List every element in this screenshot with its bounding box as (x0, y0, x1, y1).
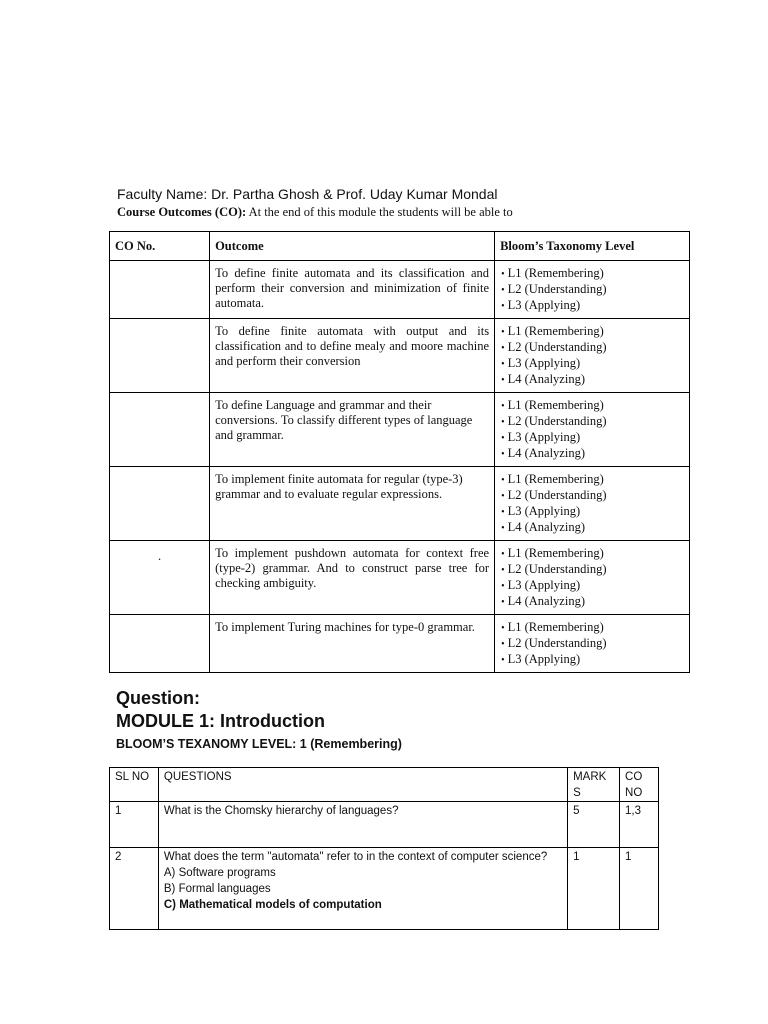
marks-header (568, 768, 620, 802)
level-item: • L2 (Understanding) (501, 488, 689, 504)
level-item: • L2 (Understanding) (501, 562, 689, 578)
level-item: • L1 (Remembering) (501, 324, 689, 340)
co-no-header (620, 768, 659, 802)
marks-header-line-1: MARK (573, 771, 607, 783)
marks-header-line-2: S (573, 787, 581, 799)
course-outcomes-text: At the end of this module the students will be able to (248, 205, 513, 219)
q-table-header-row (110, 768, 659, 802)
module-heading: MODULE 1: Introduction (116, 711, 325, 731)
correct-answer: C) Mathematical models of computation (163, 899, 382, 911)
level-item: • L4 (Analyzing) (501, 520, 689, 536)
level-item: • L1 (Remembering) (501, 266, 689, 282)
co-no-cell: . (110, 541, 210, 615)
option-a: A) Software programs (163, 867, 276, 879)
level-item: • L3 (Applying) (501, 430, 689, 446)
outcome-cell: To define finite automata with output and its classification and to define mealy and moore machine and perform their conversion (210, 319, 495, 393)
question-text: What does the term "automata" refer to in the context of computer science? (163, 851, 548, 863)
levels-cell (495, 541, 690, 615)
outcome-cell: To define finite automata and its classification and perform their conversion and minimization of finite automata. (210, 261, 495, 319)
level-item: • L4 (Analyzing) (501, 446, 689, 462)
question-row-1 (110, 802, 659, 848)
marks-cell: 1 (568, 848, 620, 930)
faculty-name: Faculty Name: Dr. Partha Ghosh & Prof. Uday Kumar Mondal (117, 186, 498, 202)
co-table-header-row (110, 232, 690, 261)
co-no-header: CO No. (110, 232, 210, 261)
course-outcomes-table (109, 231, 690, 673)
level-item: • L3 (Applying) (501, 578, 689, 594)
level-item: • L2 (Understanding) (501, 636, 689, 652)
level-item: • L4 (Analyzing) (501, 594, 689, 610)
levels-cell (495, 393, 690, 467)
co-row-5 (110, 541, 690, 615)
co-header-line-1: CO (625, 771, 643, 783)
sl-no-cell: 1 (110, 802, 159, 848)
outcome-cell: To implement finite automata for regular (type-3) grammar and to evaluate regular expressions. (210, 467, 495, 541)
course-outcomes-intro (117, 205, 513, 220)
level-item: • L4 (Analyzing) (501, 372, 689, 388)
co-row-4 (110, 467, 690, 541)
co-row-2 (110, 319, 690, 393)
course-outcomes-label: Course Outcomes (CO): (117, 205, 247, 219)
level-item: • L3 (Applying) (501, 356, 689, 372)
level-item: • L1 (Remembering) (501, 620, 689, 636)
co-cell: 1,3 (620, 802, 659, 848)
questions-header: QUESTIONS (158, 768, 567, 802)
question-heading: Question: (116, 688, 200, 708)
outcome-cell: To implement Turing machines for type-0 grammar. (210, 615, 495, 673)
levels-cell (495, 615, 690, 673)
sl-no-cell: 2 (110, 848, 159, 930)
bloom-level-heading: BLOOM’S TEXANOMY LEVEL: 1 (Remembering) (116, 737, 402, 751)
question-cell (158, 848, 567, 930)
question-cell: What is the Chomsky hierarchy of languages? (158, 802, 567, 848)
co-no-cell (110, 393, 210, 467)
sl-no-header: SL NO (110, 768, 159, 802)
level-item: • L2 (Understanding) (501, 414, 689, 430)
levels-cell (495, 261, 690, 319)
bloom-level-header: Bloom’s Taxonomy Level (495, 232, 690, 261)
co-no-cell (110, 615, 210, 673)
co-no-cell (110, 319, 210, 393)
option-b: B) Formal languages (163, 883, 271, 895)
level-item: • L1 (Remembering) (501, 398, 689, 414)
levels-cell (495, 319, 690, 393)
outcome-cell: To implement pushdown automata for context free (type-2) grammar. And to construct parse tree for checking ambiguity. (210, 541, 495, 615)
level-item: • L2 (Understanding) (501, 340, 689, 356)
outcome-cell: To define Language and grammar and their conversions. To classify different types of language and grammar. (210, 393, 495, 467)
questions-table (109, 767, 659, 930)
level-item: • L1 (Remembering) (501, 472, 689, 488)
level-item: • L1 (Remembering) (501, 546, 689, 562)
level-item: • L3 (Applying) (501, 504, 689, 520)
level-item: • L3 (Applying) (501, 652, 689, 668)
outcome-header: Outcome (210, 232, 495, 261)
level-item: • L3 (Applying) (501, 298, 689, 314)
question-row-2 (110, 848, 659, 930)
marks-cell: 5 (568, 802, 620, 848)
co-row-6 (110, 615, 690, 673)
co-no-cell (110, 261, 210, 319)
co-no-cell (110, 467, 210, 541)
levels-cell (495, 467, 690, 541)
co-cell: 1 (620, 848, 659, 930)
co-row-3 (110, 393, 690, 467)
co-header-line-2: NO (625, 787, 643, 799)
level-item: • L2 (Understanding) (501, 282, 689, 298)
co-row-1 (110, 261, 690, 319)
